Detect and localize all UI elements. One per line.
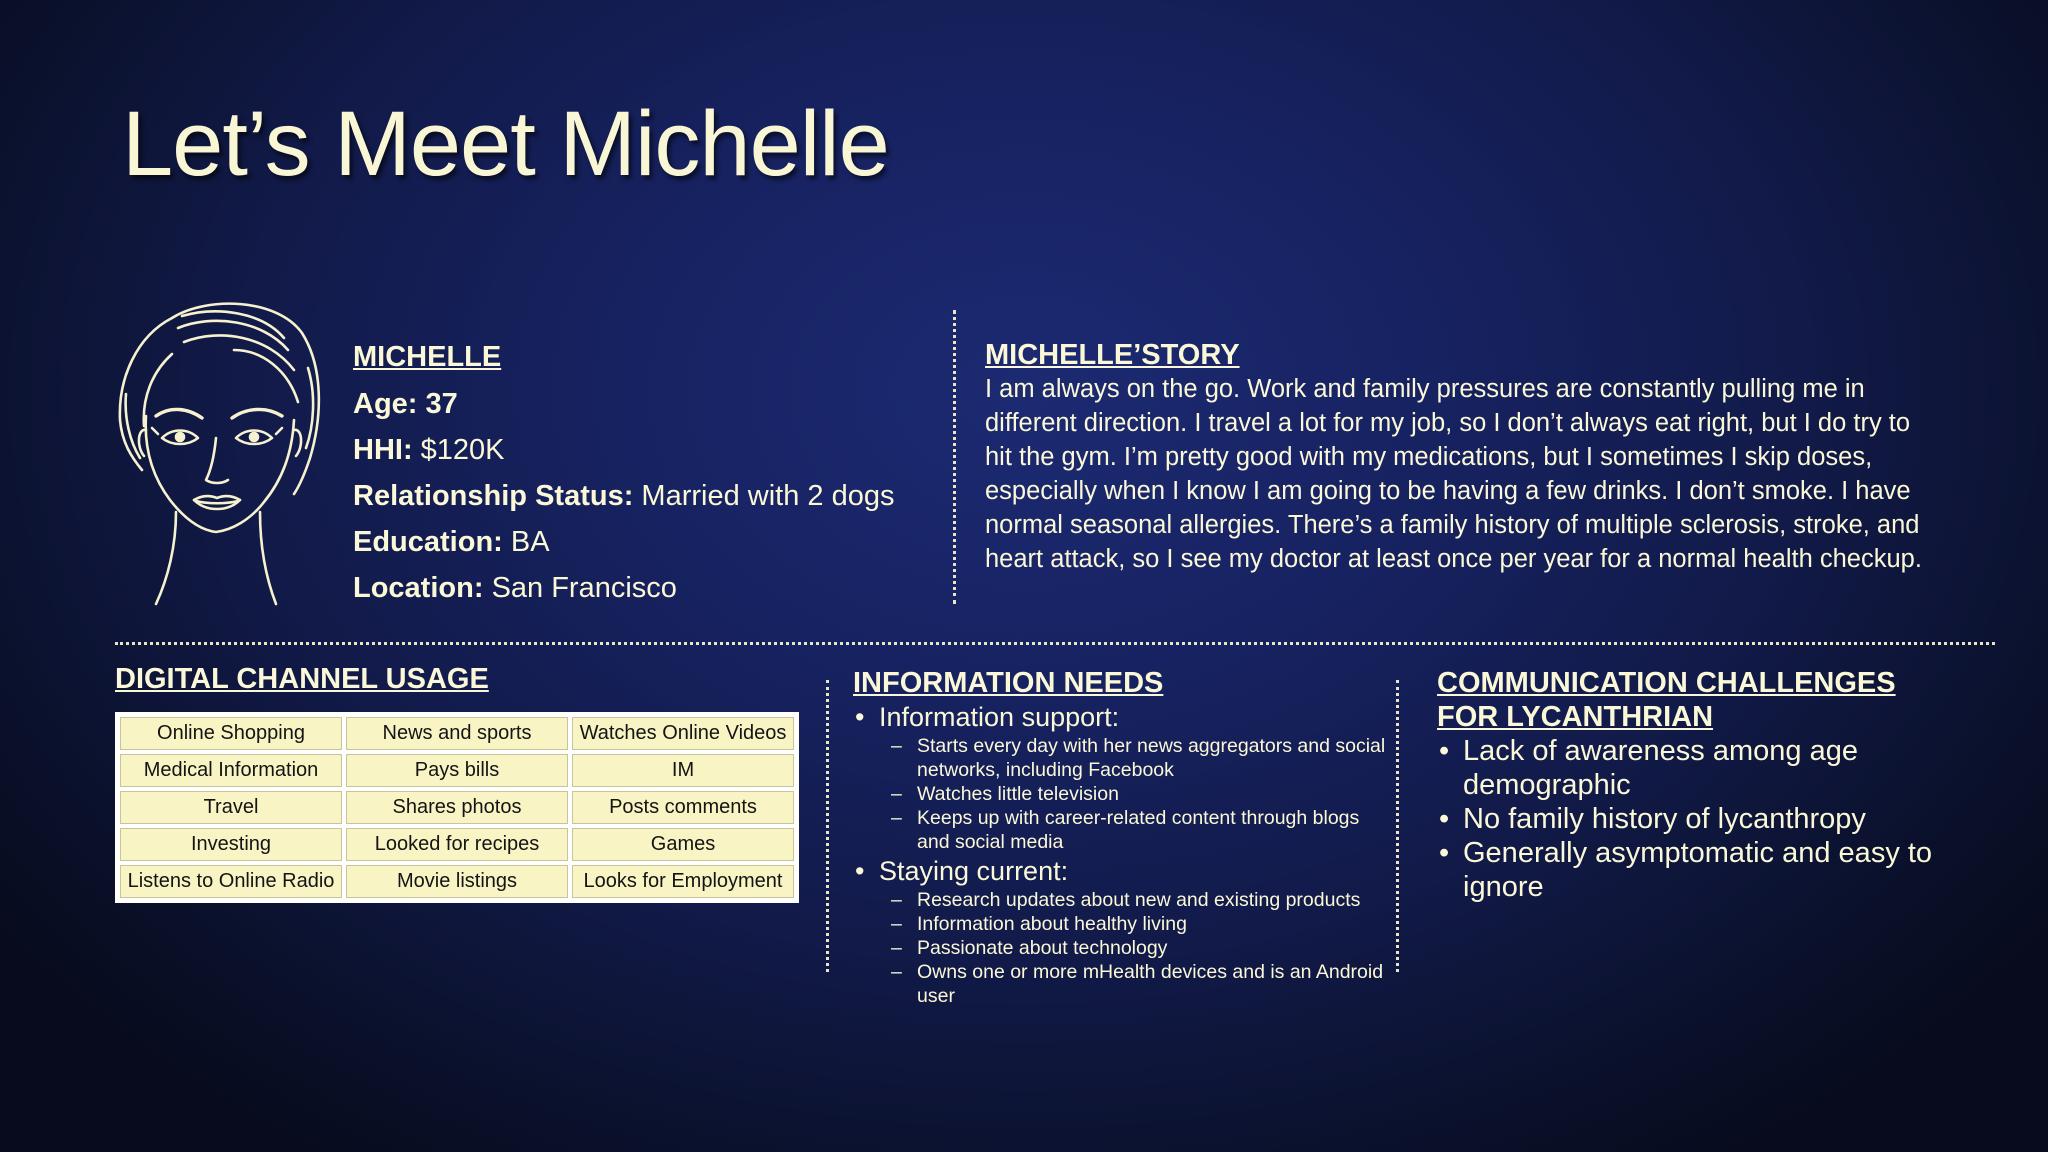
table-row — [118, 789, 796, 826]
list-item — [853, 700, 1393, 854]
profile-hhi — [353, 433, 894, 467]
face-sketch-icon — [112, 298, 322, 608]
comm-heading-line2: FOR LYCANTHRIAN — [1437, 701, 1714, 733]
list-item: – Passionate about technology — [879, 936, 1393, 960]
story-heading: MICHELLE’STORY — [985, 339, 1240, 371]
table-cell: Looks for Employment — [570, 863, 796, 900]
table-cell: News and sports — [344, 715, 570, 752]
divider-vertical-top — [953, 310, 956, 604]
table-cell: Games — [570, 826, 796, 863]
profile-education-value: BA — [510, 526, 550, 558]
channels-panel — [115, 662, 799, 903]
info-sublist — [879, 888, 1393, 1008]
story-body: I am always on the go. Work and family pressures are constantly pulling me in different direction. I travel a lot for my job, so I don’t always eat right, but I do try to hit the gym. I’m pretty good with my medications, but I sometimes I skip doses, especially when I know I am going to be having a few drinks. I don’t smoke. I have normal seasonal allergies. There’s a family history of multiple sclerosis, stroke, and heart attack, so I see my doctor at least once per year for a normal health checkup. — [985, 375, 1922, 573]
list-item: – Watches little television — [879, 782, 1393, 806]
info-list — [853, 700, 1393, 1008]
divider-vertical-left — [826, 680, 829, 972]
table-cell: IM — [570, 752, 796, 789]
info-heading: INFORMATION NEEDS — [853, 667, 1164, 699]
divider-horizontal — [115, 642, 1995, 645]
table-cell: Travel — [118, 789, 344, 826]
table-cell: Shares photos — [344, 789, 570, 826]
table-cell: Investing — [118, 826, 344, 863]
table-cell: Movie listings — [344, 863, 570, 900]
list-item: – Keeps up with career-related content through blogs and social media — [879, 806, 1393, 854]
profile-hhi-label: HHI: — [353, 434, 413, 466]
profile-location-value: San Francisco — [491, 572, 677, 604]
profile-education — [353, 525, 894, 559]
table-cell: Listens to Online Radio — [118, 863, 344, 900]
comm-challenges-panel — [1437, 666, 1957, 904]
profile-age-value: 37 — [425, 388, 458, 420]
comm-heading-line1: COMMUNICATION CHALLENGES — [1437, 667, 1896, 699]
profile-panel — [353, 340, 894, 617]
table-cell: Watches Online Videos — [570, 715, 796, 752]
channels-table — [115, 712, 799, 903]
info-needs-panel — [853, 666, 1393, 1008]
profile-relationship-label: Relationship Status: — [353, 480, 634, 512]
list-item: • No family history of lycanthropy — [1437, 802, 1957, 836]
table-row — [118, 752, 796, 789]
info-item-label: Staying current: — [879, 856, 1069, 886]
list-item: • Generally asymptomatic and easy to ignore — [1437, 836, 1957, 904]
table-row — [118, 715, 796, 752]
info-sublist — [879, 734, 1393, 854]
table-cell: Pays bills — [344, 752, 570, 789]
table-row — [118, 863, 796, 900]
profile-name: MICHELLE — [353, 341, 502, 373]
list-item: – Owns one or more mHealth devices and is an Android user — [879, 960, 1393, 1008]
profile-age — [353, 387, 894, 421]
divider-vertical-right — [1396, 680, 1399, 972]
list-item: – Information about healthy living — [879, 912, 1393, 936]
story-panel — [985, 338, 1935, 576]
profile-relationship — [353, 479, 894, 513]
info-item-label: Information support: — [879, 702, 1120, 732]
list-item: • Lack of awareness among age demographic — [1437, 734, 1957, 802]
list-item: – Starts every day with her news aggregators and social networks, including Facebook — [879, 734, 1393, 782]
profile-hhi-value: $120K — [420, 434, 505, 466]
list-item: – Research updates about new and existing products — [879, 888, 1393, 912]
table-cell: Medical Information — [118, 752, 344, 789]
profile-age-label: Age: — [353, 388, 418, 420]
table-row — [118, 826, 796, 863]
table-cell: Looked for recipes — [344, 826, 570, 863]
profile-education-label: Education: — [353, 526, 503, 558]
profile-location — [353, 571, 894, 605]
comm-list — [1437, 734, 1957, 904]
table-cell: Posts comments — [570, 789, 796, 826]
list-item — [853, 854, 1393, 1008]
slide-title: Let’s Meet Michelle — [122, 93, 889, 195]
table-cell: Online Shopping — [118, 715, 344, 752]
channels-heading: DIGITAL CHANNEL USAGE — [115, 663, 489, 695]
profile-location-label: Location: — [353, 572, 484, 604]
profile-relationship-value: Married with 2 dogs — [641, 480, 895, 512]
